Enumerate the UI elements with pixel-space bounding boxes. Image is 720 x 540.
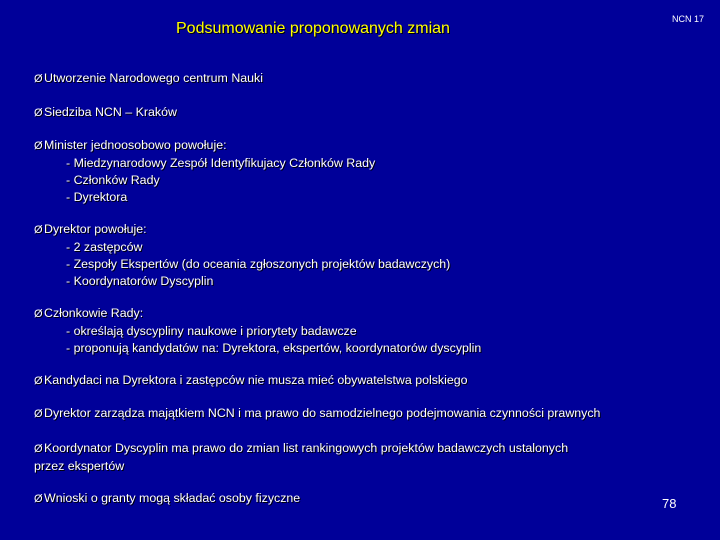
arrow-bullet-icon: Ø bbox=[34, 140, 43, 152]
sub-item: - Członków Rady bbox=[66, 173, 160, 187]
bullet-item-9 bbox=[34, 490, 300, 508]
bullet-item-2 bbox=[34, 104, 177, 122]
arrow-bullet-icon: Ø bbox=[34, 375, 43, 387]
bullet-text: Członkowie Rady: bbox=[44, 306, 144, 320]
sub-item: - Zespoły Ekspertów (do oceania zgłoszonych projektów badawczych) bbox=[66, 257, 451, 271]
bullet-item-1 bbox=[34, 70, 263, 88]
sub-item: - określają dyscypliny naukowe i priorytety badawcze bbox=[66, 324, 357, 338]
bullet-text: Siedziba NCN – Kraków bbox=[44, 105, 177, 119]
arrow-bullet-icon: Ø bbox=[34, 308, 43, 320]
bullet-item-3 bbox=[34, 137, 375, 206]
slide-title: Podsumowanie proponowanych zmian bbox=[176, 20, 450, 37]
arrow-bullet-icon: Ø bbox=[34, 408, 43, 420]
slide-code: NCN 17 bbox=[672, 14, 705, 24]
bullet-text: Dyrektor powołuje: bbox=[44, 222, 147, 236]
arrow-bullet-icon: Ø bbox=[34, 224, 43, 236]
bullet-item-4 bbox=[34, 221, 450, 290]
arrow-bullet-icon: Ø bbox=[34, 443, 43, 455]
bullet-text: Utworzenie Narodowego centrum Nauki bbox=[44, 71, 264, 85]
arrow-bullet-icon: Ø bbox=[34, 493, 43, 505]
bullet-item-8 bbox=[34, 440, 568, 475]
sub-item: - Dyrektora bbox=[66, 190, 128, 204]
bullet-continuation: przez ekspertów bbox=[34, 459, 125, 473]
sub-item: - 2 zastępców bbox=[66, 240, 143, 254]
bullet-text: Wnioski o granty mogą składać osoby fizyczne bbox=[44, 491, 301, 505]
sub-item: - proponują kandydatów na: Dyrektora, ekspertów, koordynatorów dyscyplin bbox=[66, 341, 482, 355]
arrow-bullet-icon: Ø bbox=[34, 107, 43, 119]
bullet-text: Dyrektor zarządza majątkiem NCN i ma prawo do samodzielnego podejmowania czynności prawnych bbox=[44, 406, 601, 420]
bullet-item-7 bbox=[34, 405, 600, 423]
page-number: 78 bbox=[662, 496, 677, 511]
arrow-bullet-icon: Ø bbox=[34, 73, 43, 85]
bullet-text: Kandydaci na Dyrektora i zastępców nie musza mieć obywatelstwa polskiego bbox=[44, 373, 468, 387]
sub-item: - Koordynatorów Dyscyplin bbox=[66, 274, 214, 288]
bullet-text: Koordynator Dyscyplin ma prawo do zmian list rankingowych projektów badawczych ustalonych bbox=[44, 441, 569, 455]
bullet-item-6 bbox=[34, 372, 468, 390]
sub-item: - Miedzynarodowy Zespół Identyfikujacy Członków Rady bbox=[66, 156, 376, 170]
bullet-text: Minister jednoosobowo powołuje: bbox=[44, 138, 227, 152]
bullet-item-5 bbox=[34, 305, 481, 357]
